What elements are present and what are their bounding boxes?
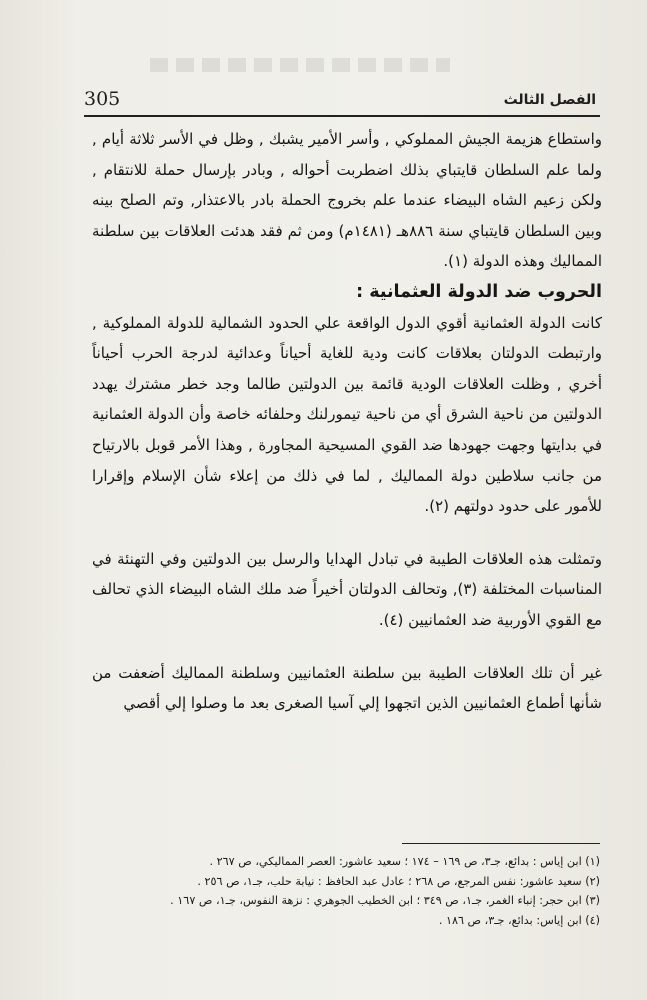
page-number: 305: [84, 88, 121, 110]
footnote-2: (٢) سعيد عاشور: نفس المرجع، ص ٢٦٨ ؛ عادل عبد الحافظ : نيابة حلب، جـ١، ص ٢٥٦ .: [197, 874, 600, 888]
chapter-title: الفصل الثالث: [503, 92, 596, 108]
footnote-1: (١) ابن إياس : بدائع، جـ٣، ص ١٦٩ – ١٧٤ ؛ سعيد عاشور: العصر المماليكي، ص ٢٦٧ .: [209, 855, 600, 868]
paragraph-4: غير أن تلك العلاقات الطيبة بين سلطنة العثمانيين وسلطنة المماليك أضعفت من شأنها أطماع العثمانيين الذين اتجهوا إلي آسيا الصغرى بعد ما وصلوا إلي أقصي: [92, 663, 602, 713]
footnote-4: (٤) ابن إياس: بدائع، جـ٣، ص ١٨٦ .: [438, 913, 600, 927]
footnote-rule: [402, 843, 600, 844]
paragraph-2: كانت الدولة العثمانية أقوي الدول الواقعة علي الحدود الشمالية للدولة المملوكية , وارتبطت الدولتان بعلاقات كانت ودية للغاية أحياناً وعدائية لدرجة الحرب أحياناً أخري , وظلت العلاقات الودية قائمة بين الدولتين طالما وجد خطر مشترك يهدد الدولتين من ناحية الشرق أي من ناحية تيمورلنك وحلفائه خاصة وأن الدولة العثمانية في بدايتها وجهت جهودها ضد القوي المسيحية المجاورة , وهذا الأمر قوبل بالارتياح من جانب سلاطين دولة المماليك , لما في ذلك من إعلاء شأن الإسلام وإقرارا للأمور على حدود دولتهم (٢).: [92, 313, 602, 516]
header-rule: [84, 115, 600, 117]
footnote-3: (٣) ابن حجر: إنباء الغمر، جـ١، ص ٣٤٩ ؛ ابن الخطيب الجوهري : نزهة النفوس، جـ١، ص ١٦٧ .: [170, 894, 600, 908]
footnotes: [120, 852, 600, 930]
running-header: [80, 86, 600, 116]
paragraph-3: وتمثلت هذه العلاقات الطيبة في تبادل الهدايا والرسل بين الدولتين وفي التهنئة في المناسبات المختلفة (٣), وتحالف الدولتان أخيراً ضد ملك الشاه البيضاء الذي تحالف مع القوي الأوربية ضد العثمانيين (٤).: [92, 549, 602, 629]
main-text: [92, 124, 602, 719]
section-heading: الحروب ضد الدولة العثمانية :: [356, 281, 602, 302]
paragraph-1: واستطاع هزيمة الجيش المملوكي , وأسر الأمير يشبك , وظل في الأسر ثلاثة أيام , ولما علم السلطان قايتباي بذلك اضطربت أحواله , وبادر بإرسال حملة للانتقام , ولكن زعيم الشاه البيضاء عندما علم بخروج الحملة بادر بالاعتذار, وتم الصلح بينه وبين السلطان قايتباي سنة ٨٨٦هـ (١٤٨١م) ومن ثم فقد هدئت العلاقات بين سلطنة المماليك وهذه الدولة (١).: [92, 130, 602, 271]
bleed-through-text: [150, 58, 450, 72]
